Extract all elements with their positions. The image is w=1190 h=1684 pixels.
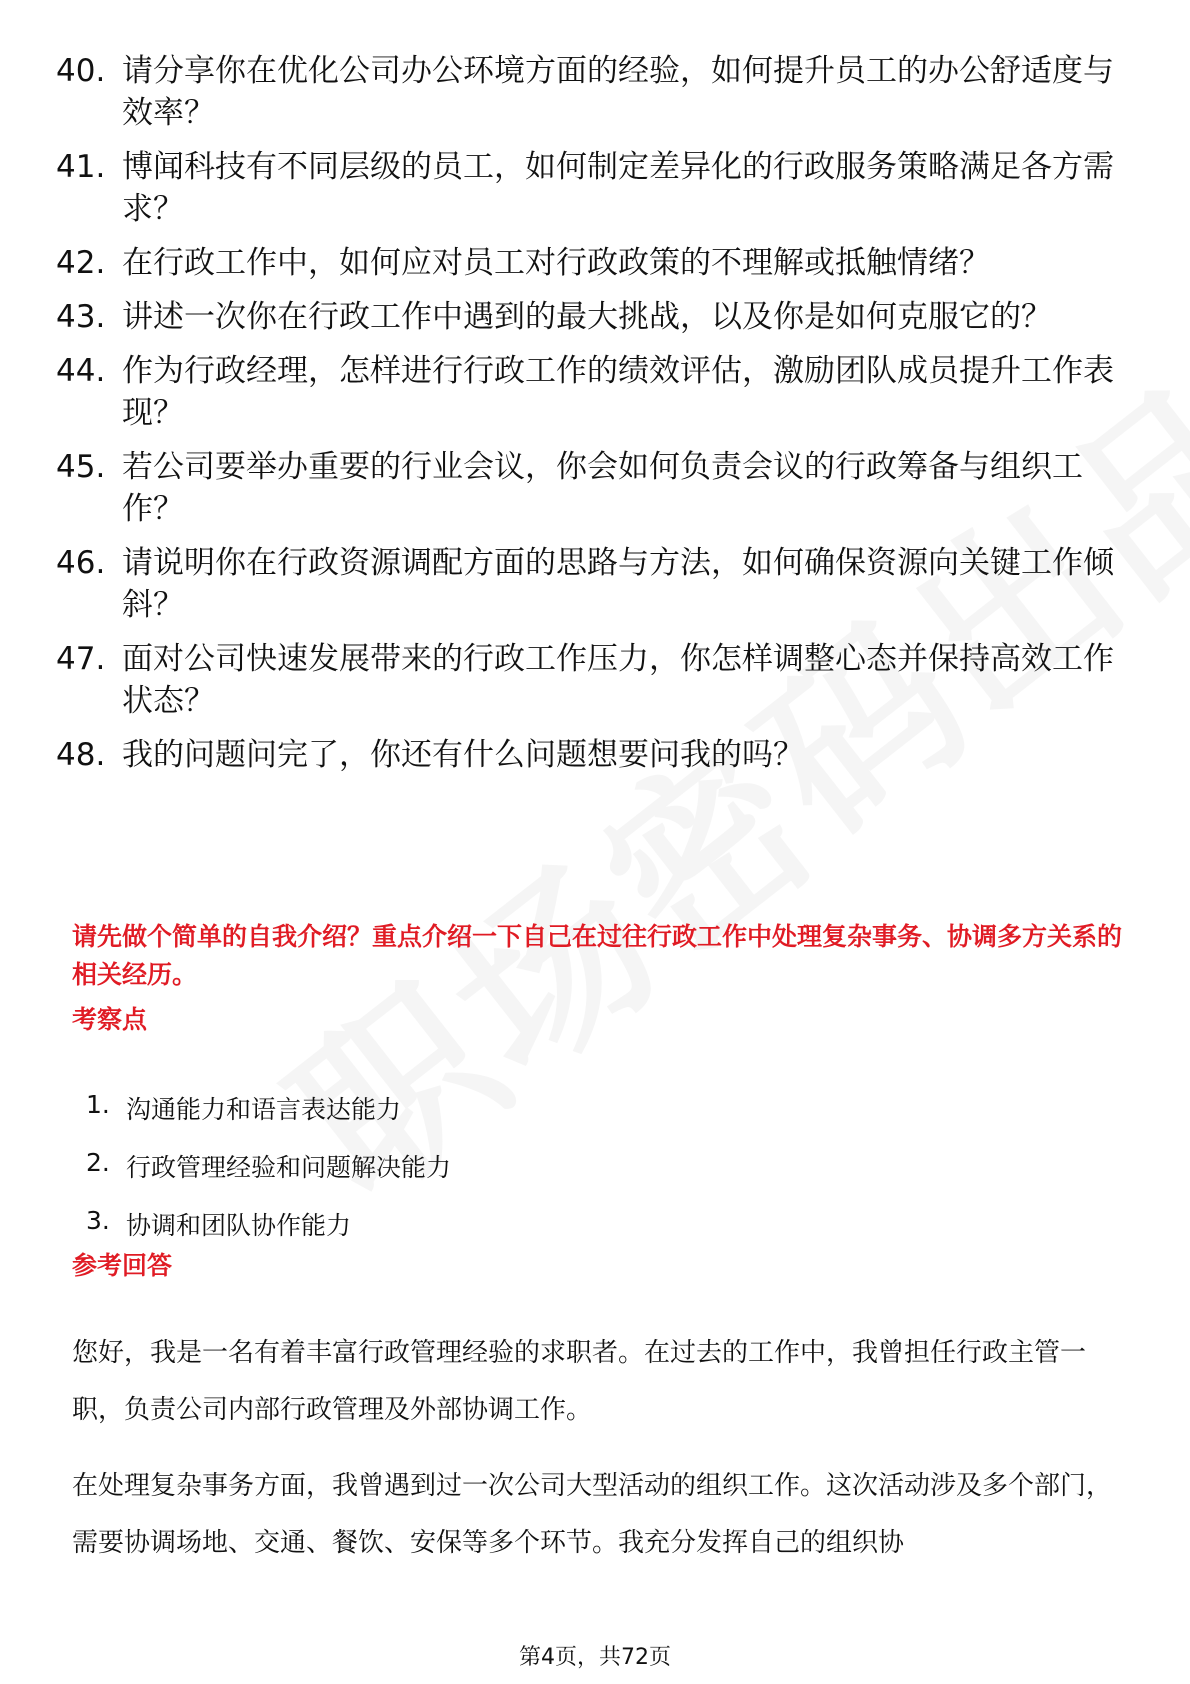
- question-item: [56, 50, 1116, 134]
- question-text: 我的问题问完了，你还有什么问题想要问我的吗？: [122, 737, 804, 773]
- featured-question: 请先做个简单的自我介绍？重点介绍一下自己在过往行政工作中处理复杂事务、协调多方关系的相关经历。: [72, 922, 1123, 989]
- question-number: 42.: [56, 245, 106, 281]
- assessment-text: 行政管理经验和问题解决能力: [126, 1153, 452, 1182]
- assessment-number: 1.: [86, 1090, 110, 1119]
- question-number: 46.: [56, 545, 106, 581]
- question-list: [56, 50, 1116, 788]
- answer-paragraph: 在处理复杂事务方面，我曾遇到过一次公司大型活动的组织工作。这次活动涉及多个部门，需要协调场地、交通、餐饮、安保等多个环节。我充分发挥自己的组织协: [72, 1471, 1113, 1558]
- question-item: [56, 638, 1116, 722]
- question-text: 请分享你在优化公司办公环境方面的经验，如何提升员工的办公舒适度与效率？: [122, 53, 1114, 131]
- question-item: [56, 734, 1116, 776]
- question-number: 47.: [56, 641, 106, 677]
- question-item: [56, 296, 1116, 338]
- question-item: [56, 446, 1116, 530]
- question-item: [56, 146, 1116, 230]
- question-number: 45.: [56, 449, 106, 485]
- question-text: 讲述一次你在行政工作中遇到的最大挑战，以及你是如何克服它的？: [122, 299, 1052, 335]
- answer-paragraph: 您好，我是一名有着丰富行政管理经验的求职者。在过去的工作中，我曾担任行政主管一职，负责公司内部行政管理及外部协调工作。: [72, 1338, 1087, 1425]
- question-text: 若公司要举办重要的行业会议，你会如何负责会议的行政筹备与组织工作？: [122, 449, 1083, 527]
- question-item: [56, 242, 1116, 284]
- question-number: 41.: [56, 149, 106, 185]
- reference-heading: 参考回答: [72, 1251, 173, 1280]
- question-number: 43.: [56, 299, 106, 335]
- assessment-text: 沟通能力和语言表达能力: [126, 1095, 402, 1124]
- question-text: 博闻科技有不同层级的员工，如何制定差异化的行政服务策略满足各方需求？: [122, 149, 1114, 227]
- assessment-text: 协调和团队协作能力: [126, 1211, 352, 1240]
- question-item: [56, 350, 1116, 434]
- assessment-number: 2.: [86, 1148, 110, 1177]
- question-item: [56, 542, 1116, 626]
- assessment-item: [86, 1148, 451, 1206]
- question-text: 请说明你在行政资源调配方面的思路与方法，如何确保资源向关键工作倾斜？: [122, 545, 1114, 623]
- question-text: 作为行政经理，怎样进行行政工作的绩效评估，激励团队成员提升工作表现？: [122, 353, 1114, 431]
- assessment-heading: 考察点: [72, 1005, 148, 1034]
- question-number: 44.: [56, 353, 106, 389]
- question-number: 48.: [56, 737, 106, 773]
- page-footer: 第4页，共72页: [519, 1645, 671, 1670]
- assessment-list: [86, 1090, 451, 1264]
- assessment-number: 3.: [86, 1206, 110, 1235]
- question-number: 40.: [56, 53, 106, 89]
- assessment-item: [86, 1090, 451, 1148]
- question-text: 在行政工作中，如何应对员工对行政政策的不理解或抵触情绪？: [122, 245, 990, 281]
- question-text: 面对公司快速发展带来的行政工作压力，你怎样调整心态并保持高效工作状态？: [122, 641, 1114, 719]
